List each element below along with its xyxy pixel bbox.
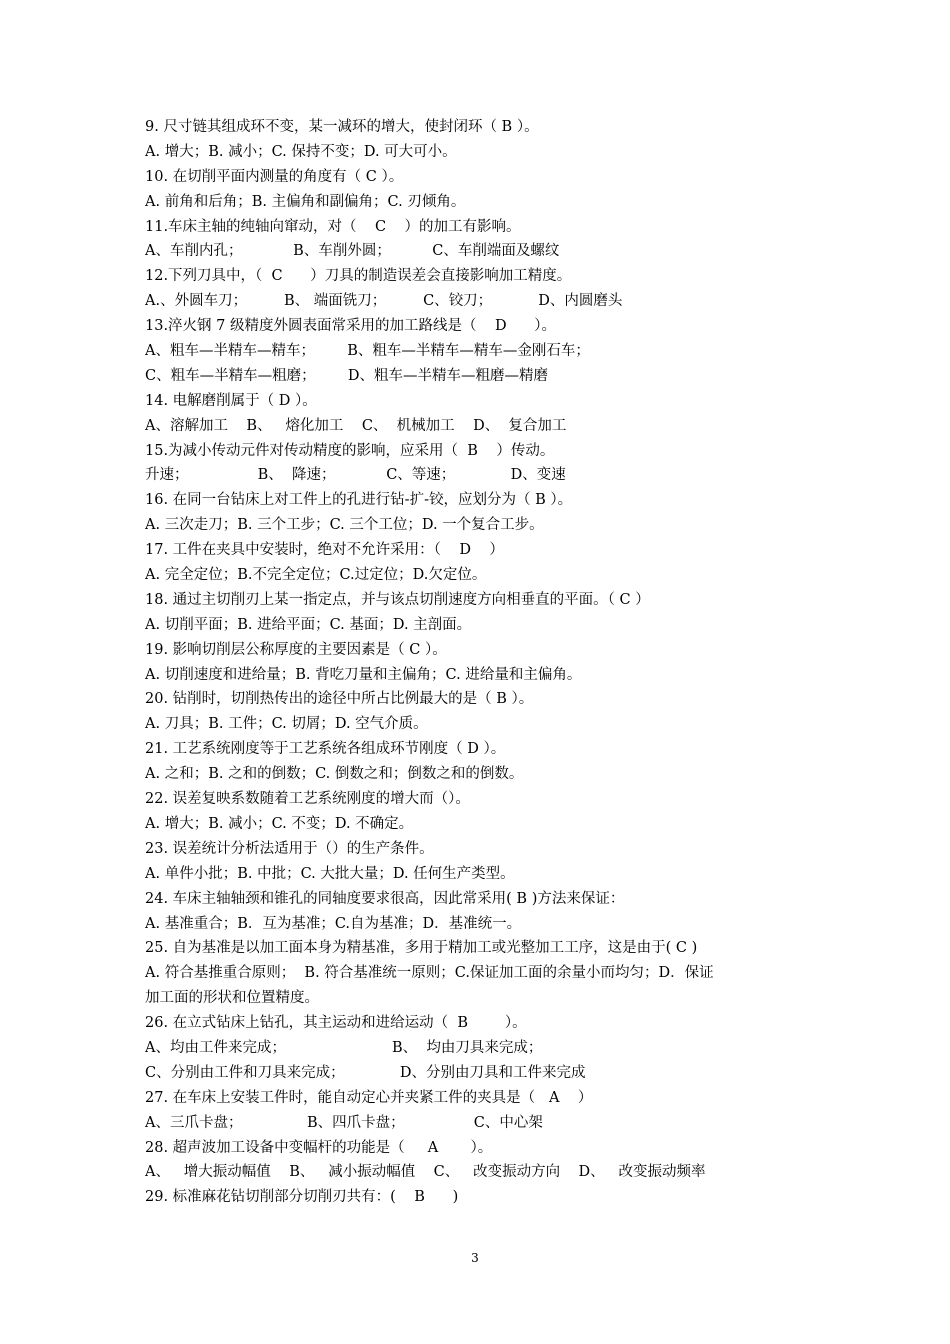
text-line: C、分别由工件和刀具来完成； D、分别由刀具和工件来完成 (145, 1064, 586, 1081)
text-line: 22. 误差复映系数随着工艺系统刚度的增大而（）。 (145, 791, 470, 808)
text-line: A. 符合基推重合原则； B. 符合基准统一原则；C.保证加工面的余量小而均匀；D．保证 (145, 965, 714, 982)
text-line: 16. 在同一台钻床上对工件上的孔进行钻-扩-铰，应划分为（ B ）。 (145, 492, 573, 509)
text-line: A. 基准重合；B．互为基准；C.自为基准；D．基准统一。 (145, 915, 522, 932)
text-line: 升速； B、 降速； C、等速； D、变速 (145, 467, 566, 484)
text-line: 24. 车床主轴轴颈和锥孔的同轴度要求很高，因此常采用( B )方法来保证： (145, 890, 625, 907)
text-line: A. 切削速度和进给量；B. 背吃刀量和主偏角；C. 进给量和主偏角。 (145, 666, 582, 683)
text-line: A. 三次走刀；B. 三个工步；C. 三个工位；D. 一个复合工步。 (145, 517, 544, 534)
text-line: A、 增大振动幅值 B、 减小振动幅值 C、 改变振动方向 D、 改变振动频率 (145, 1164, 706, 1181)
text-line: 11.车床主轴的纯轴向窜动，对（ C ）的加工有影响。 (145, 218, 521, 235)
text-line: A、车削内孔； B、车削外圆； C、车削端面及螺纹 (145, 243, 560, 260)
text-line: A. 刀具；B. 工件；C. 切屑；D. 空气介质。 (145, 716, 428, 733)
question-list (145, 115, 810, 1210)
text-line: 12.下列刀具中，（ C ）刀具的制造误差会直接影响加工精度。 (145, 268, 572, 285)
page-number: 3 (471, 1251, 479, 1265)
text-line: A. 增大；B. 减小；C. 不变；D. 不确定。 (145, 815, 414, 832)
text-line: A、粗车—半精车—精车； B、粗车—半精车—精车—金刚石车； (145, 343, 590, 360)
text-line: 28. 超声波加工设备中变幅杆的功能是（ A ）。 (145, 1139, 493, 1156)
text-line: 10. 在切削平面内测量的角度有（ C ）。 (145, 168, 404, 185)
text-line: A. 完全定位；B.不完全定位；C.过定位；D.欠定位。 (145, 567, 487, 584)
text-line: A、均由工件来完成； B、 均由刀具来完成； (145, 1039, 543, 1056)
text-line: A. 单件小批；B. 中批；C. 大批大量；D. 任何生产类型。 (145, 865, 515, 882)
text-line: 21. 工艺系统刚度等于工艺系统各组成环节刚度（ D ）。 (145, 741, 506, 758)
text-line: 13.淬火钢 7 级精度外圆表面常采用的加工路线是（ D ）。 (145, 318, 556, 335)
text-line: 25. 自为基准是以加工面本身为精基准，多用于精加工或光整加工工序，这是由于( C ) (145, 940, 698, 957)
text-line: A. 之和；B. 之和的倒数；C. 倒数之和；倒数之和的倒数。 (145, 766, 524, 783)
text-line: 18. 通过主切削刃上某一指定点，并与该点切削速度方向相垂直的平面。（ C ） (145, 591, 650, 608)
text-line: 27. 在车床上安装工件时，能自动定心并夹紧工件的夹具是（ A ） (145, 1089, 593, 1106)
text-line: A、溶解加工 B、 熔化加工 C、 机械加工 D、 复合加工 (145, 417, 567, 434)
text-line: 29. 标准麻花钻切削部分切削刃共有：( B ) (145, 1189, 459, 1206)
text-line: 14. 电解磨削属于（ D ）。 (145, 392, 317, 409)
text-line: 19. 影响切削层公称厚度的主要因素是（ C ）。 (145, 641, 447, 658)
text-line: A. 前角和后角；B. 主偏角和副偏角；C. 刃倾角。 (145, 193, 466, 210)
text-line: 23. 误差统计分析法适用于（）的生产条件。 (145, 840, 434, 857)
text-line: 17. 工件在夹具中安装时，绝对不允许采用：（ D ） (145, 542, 504, 559)
text-line: C、粗车—半精车—粗磨； D、粗车—半精车—粗磨—精磨 (145, 367, 548, 384)
text-line: 加工面的形状和位置精度。 (145, 990, 319, 1007)
text-line: 9. 尺寸链其组成环不变，某一减环的增大，使封闭环（ B ）。 (145, 119, 539, 135)
text-line: 15.为减小传动元件对传动精度的影响，应采用（ B ）传动。 (145, 442, 555, 459)
text-line: A. 增大；B. 减小；C. 保持不变；D. 可大可小。 (145, 143, 457, 160)
text-line: A. 切削平面；B. 进给平面；C. 基面；D. 主剖面。 (145, 616, 472, 633)
text-line: A、三爪卡盘； B、四爪卡盘； C、中心架 (145, 1114, 543, 1131)
text-line: 26. 在立式钻床上钻孔，其主运动和进给运动（ B ）。 (145, 1015, 527, 1032)
text-line: 20. 钻削时，切削热传出的途径中所占比例最大的是（ B ）。 (145, 691, 534, 708)
text-line: A.、外圆车刀； B、 端面铣刀； C、铰刀； D、内圆磨头 (145, 293, 623, 310)
